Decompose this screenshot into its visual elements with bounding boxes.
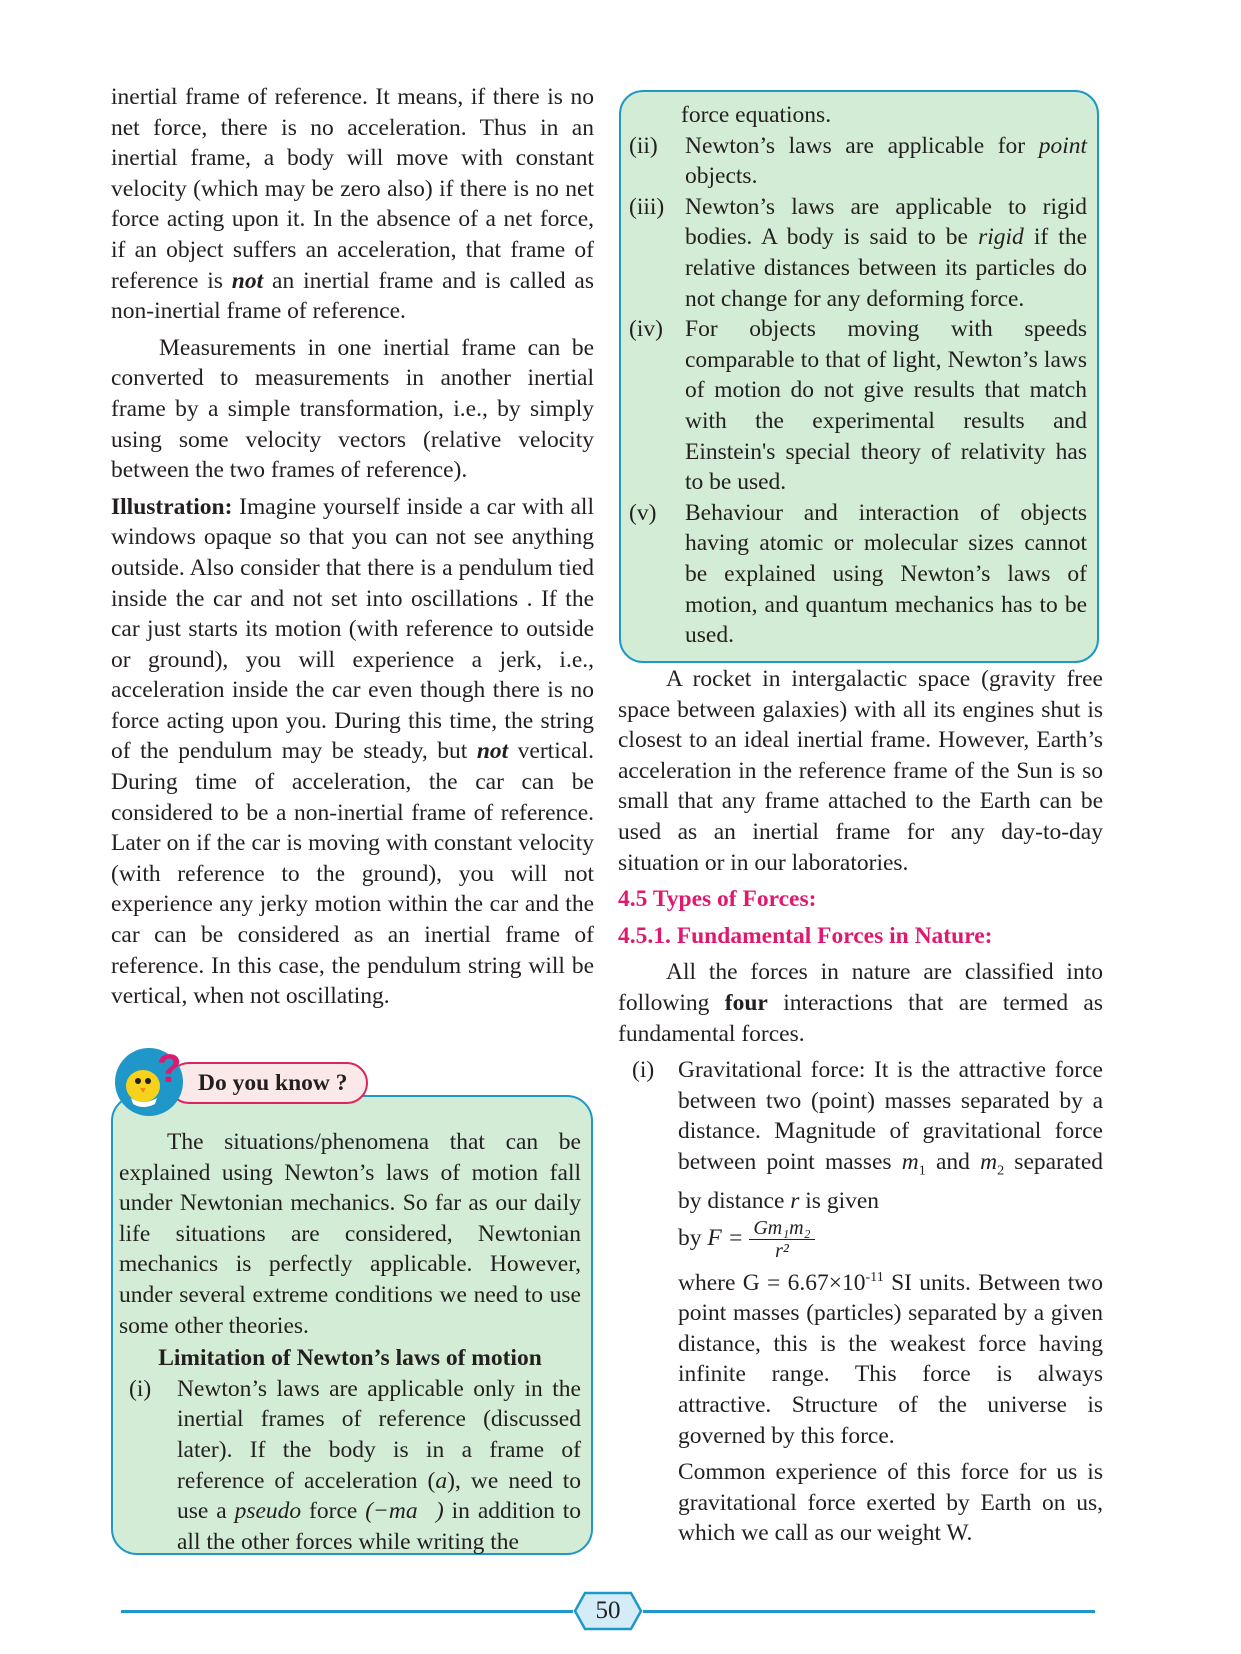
emphasis-not-2: not [476,738,509,765]
paragraph-fundamental: All the forces in nature are classified into following four interactions that are termed as fundamental forces. [618,959,1103,1047]
list-item: force equations. [681,102,832,128]
item-number: (ii) [629,132,658,159]
svg-text:?: ? [157,1047,182,1091]
item-number: (i) [129,1375,152,1402]
limitation-title: Limitation of Newton’s laws of motion [158,1345,542,1372]
item-number: (iv) [629,316,663,343]
paragraph-measurements: Measurements in one inertial frame can be converted to measurements in another inertial frame by a simple transformation, i.e., by simply using some velocity vectors (relative velocity between the two frames of reference). [111,334,594,484]
emphasis-not: not [231,267,264,294]
page-number-badge [573,1591,643,1631]
item-number: (v) [629,499,657,526]
footer-line-left [121,1610,573,1613]
paragraph-illustration: Illustration: Imagine yourself inside a car with all windows opaque so that you can not see anything outside. Also consider that there is a pendulum tied inside the car and not set into oscillations . If the car just starts its motion (with reference to outside or ground), you will experience a jerk, i.e., acceleration inside the car even though there is no force acting upon you. During this time, the string of the pendulum may be steady, but not vertical. During time of acceleration, the car can be considered to be a non-inertial frame of reference. Later on if the car is moving with constant velocity (with reference to the ground), you will not experience any jerky motion within the car and the car can be considered as an inertial frame of reference. In this case, the pendulum string will be vertical, when not oscillating. [111,493,595,1010]
footer-line-right [643,1610,1095,1613]
list-item: (iii) Newton’s laws are applicable to rigid bodies. A body is said to be rigid if the relative distances between its particles do not change for any deforming force. [625,192,1087,314]
list-item [618,1457,1103,1549]
paragraph-common-experience: Common experience of this force for us is gravitational force exerted by Earth on us, which we call as our weight W. [678,1459,1103,1547]
chick-mascot-icon [113,1046,185,1118]
illustration-label: Illustration: [111,493,233,520]
list-item: (iv) For objects moving with speeds comparable to that of light, Newton’s laws of motion do not give results that match with the experimental results and Einstein's special theory of relativity has to be used. [625,314,1087,498]
dyk-intro: The situations/phenomena that can be explained using Newton’s laws of motion fall under Newtonian mechanics. So far as our daily life situations are considered, Newtonian mechanics is perfectly applicable. However, under several extreme conditions we need to use some other theories. [119,1129,581,1339]
gravitation-formula: $\frac{\text{Gm₁m₂}}{\text{r²}}$ [749,1217,814,1262]
list-item: (v) Behaviour and interaction of objects having atomic or molecular sizes cannot be explained using Newton’s laws of motion, and quantum mechanics has to be used. [625,498,1087,651]
list-item: (i) Newton’s laws are applicable only in the inertial frames of reference (discussed later). If the body is in a frame of reference of acceleration (a), we need to use a pseudo force (−ma⃗) in addition to all the other forces while writing the [119,1374,581,1558]
section-heading-types-of-forces: 4.5 Types of Forces: [618,886,817,913]
item-number: (i) [632,1057,655,1084]
right-column [618,664,1103,1549]
do-you-know-heading: Do you know ? [168,1062,368,1104]
subsection-heading-fundamental-forces: 4.5.1. Fundamental Forces in Nature: [618,922,993,949]
page-number: 50 [595,1597,621,1624]
left-column [111,82,594,1012]
do-you-know-box [111,1095,593,1555]
paragraph-rocket: A rocket in intergalactic space (gravity free space between galaxies) with all its engines shut is closest to an ideal inertial frame. However, Earth’s acceleration in the reference frame of the Sun is so small that any frame attached to the Earth can be used as an inertial frame for any day-to-day situation or in our laboratories. [618,666,1103,876]
force-symbol: F = [707,1224,744,1251]
list-item: (ii) Newton’s laws are applicable for point objects. [625,131,1087,192]
pseudo-force-formula: (−ma⃗) [365,1498,444,1525]
item-number: (iii) [629,193,665,220]
list-item: (i) Gravitational force: It is the attractive force between two (point) masses separated by a distance. Magnitude of gravitational force between point masses $m_1$ and $m_2$ separated by distance r is given by F = $\frac{\text{Gm₁m₂}}{\text{r²}}$ where $G = 6.67\times 10^{-11}$ SI units. Between two point masses (particles) separated by a given distance, this is the weakest force having infinite range. This force is always attractive. Structure of the universe is governed by this force. [618,1055,1103,1451]
limitations-continued-box [619,90,1099,663]
paragraph-inertial-frame: inertial frame of reference. It means, if there is no net force, there is no acceleration. Thus in an inertial frame, a body will move with constant velocity (which may be zero also) if there is no net force acting upon it. In the absence of a net force, if an object suffers an acceleration, that frame of reference is not an inertial frame and is called as non-inertial frame of reference. [111,84,595,325]
